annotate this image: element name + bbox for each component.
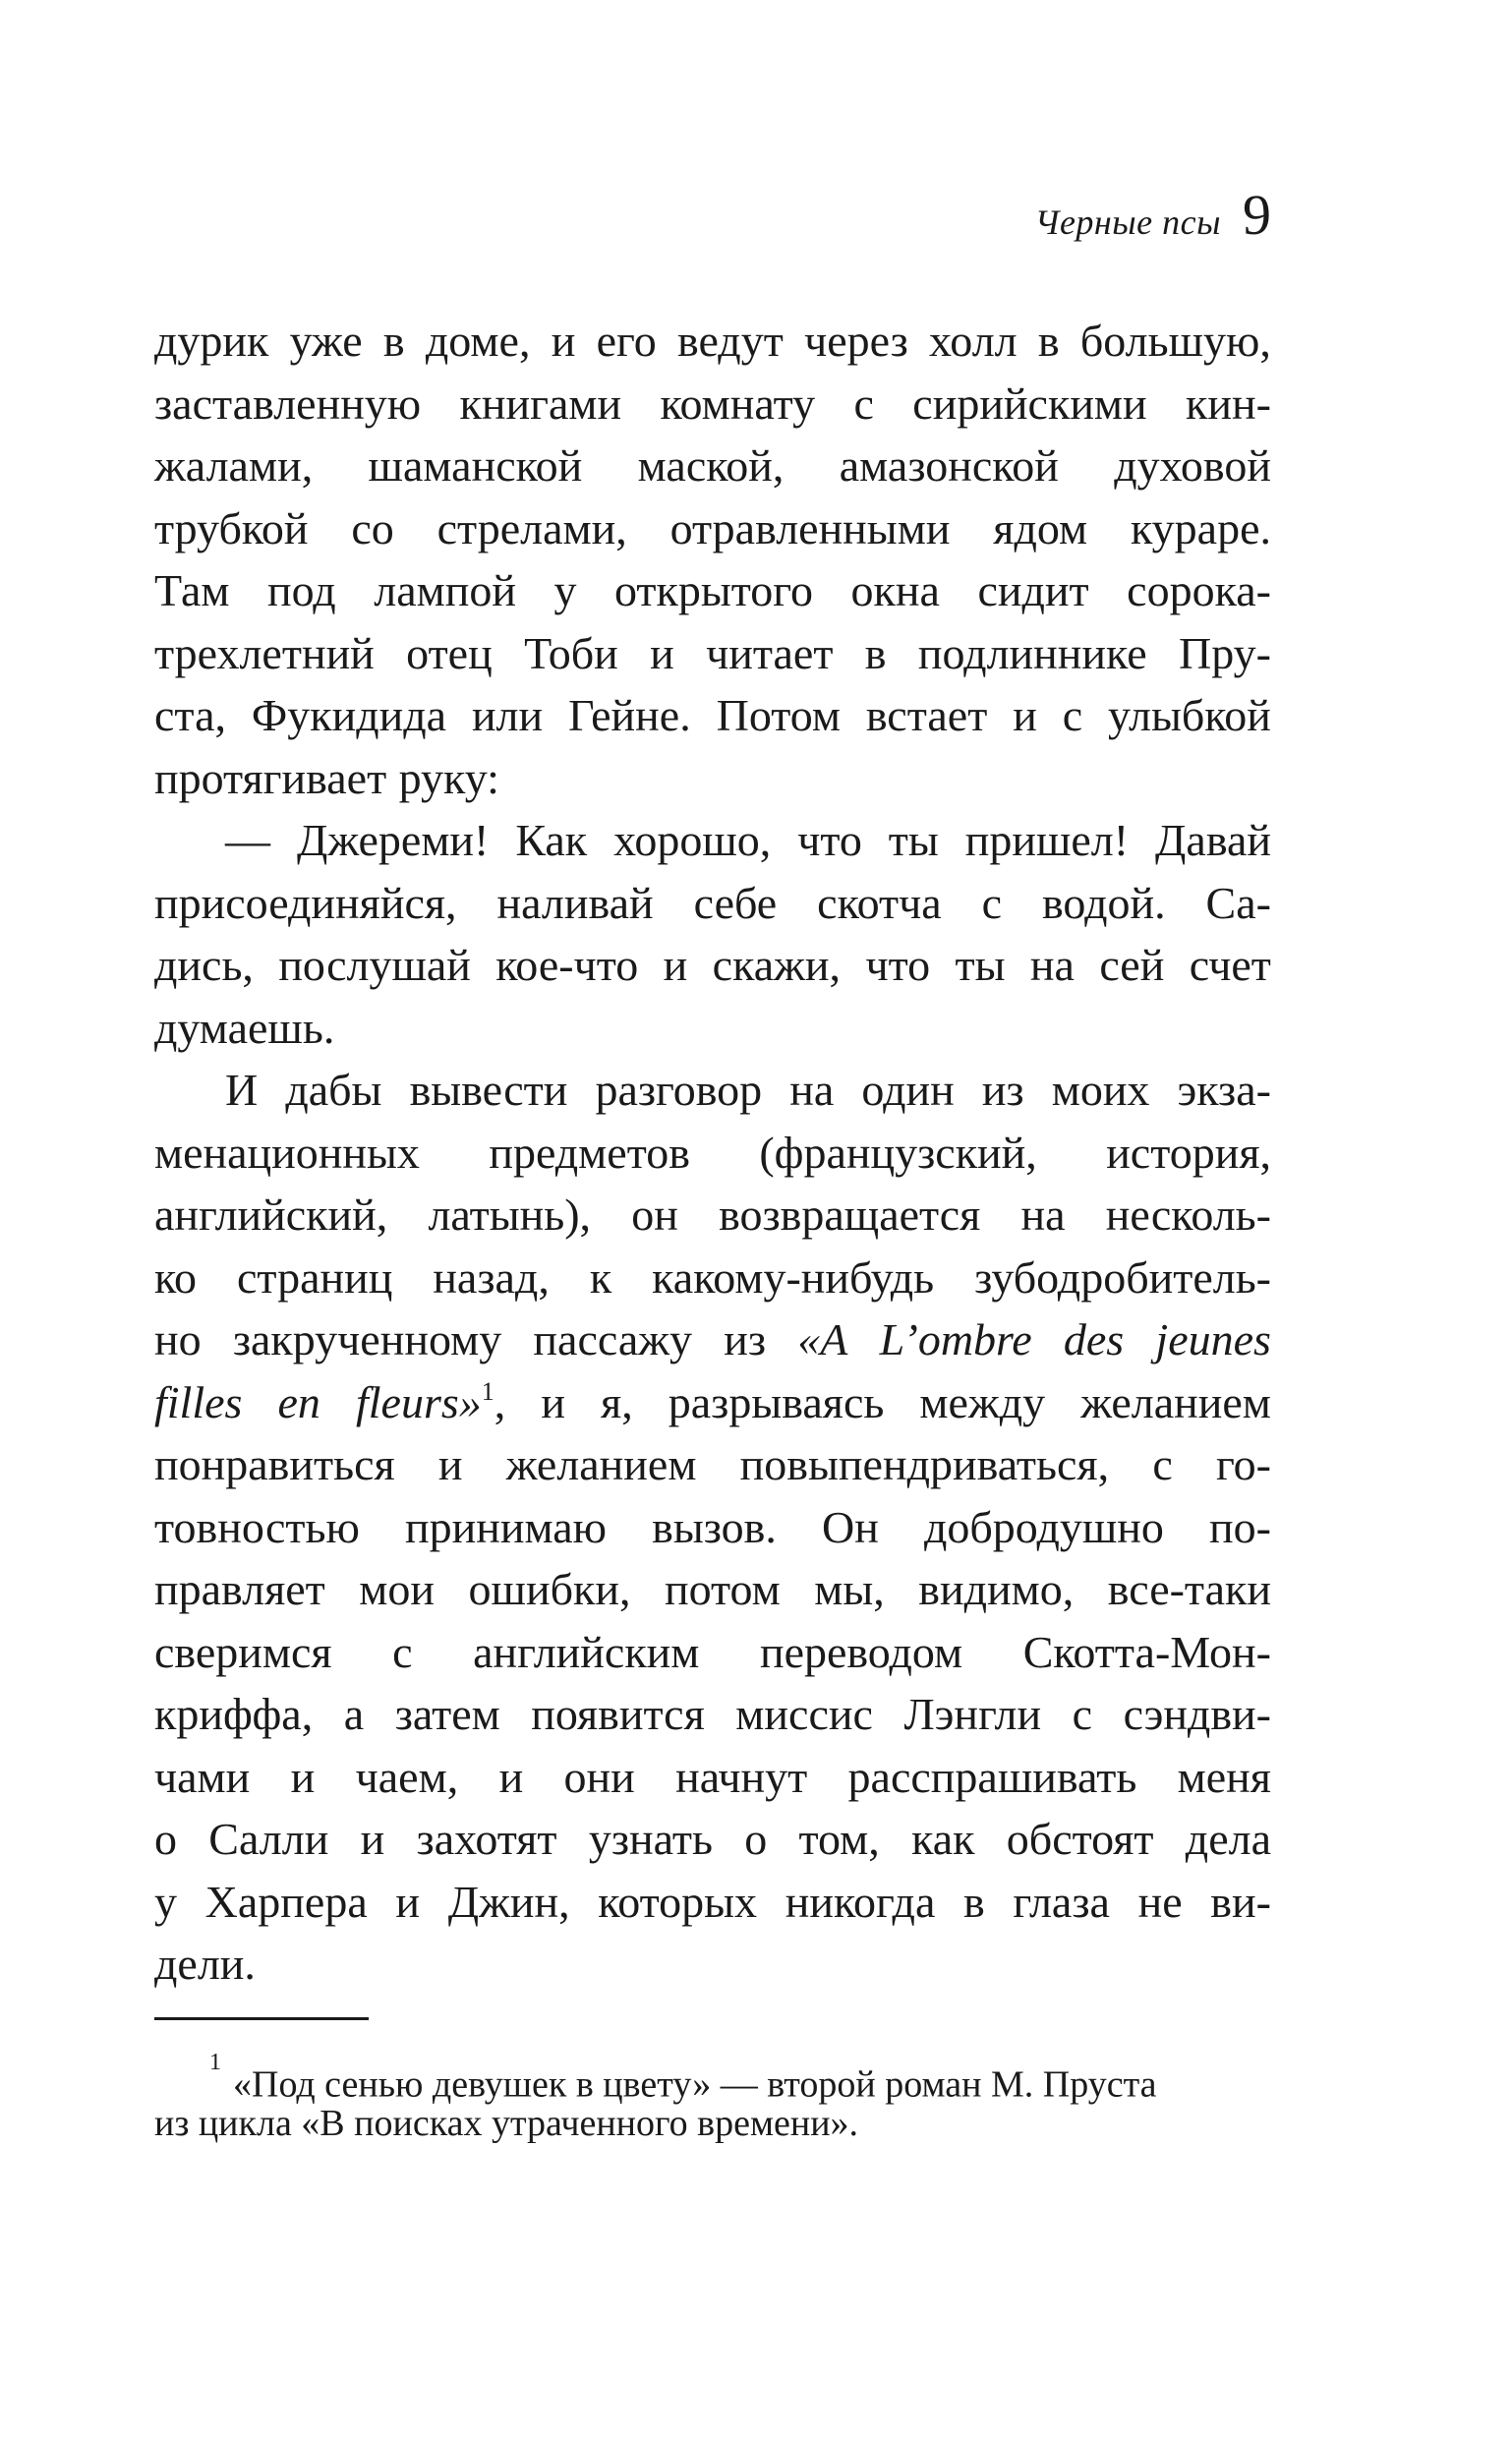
word: разрываясь — [668, 1376, 885, 1427]
word: в — [963, 1876, 985, 1927]
word: Джин, — [447, 1876, 570, 1927]
word: захотят — [416, 1814, 557, 1864]
word: том, — [798, 1814, 880, 1864]
word: а — [343, 1689, 365, 1739]
word: Тоби — [524, 627, 618, 678]
text-line — [154, 1746, 1271, 1809]
word: у — [553, 565, 577, 615]
word: не — [1137, 1876, 1183, 1927]
word: шаманской — [368, 440, 583, 491]
word: меня — [1177, 1751, 1271, 1802]
word: по- — [1209, 1501, 1271, 1552]
word: ста, — [154, 690, 226, 740]
footnote-line — [154, 2050, 1271, 2106]
word: доме, — [425, 316, 531, 366]
word: он — [631, 1189, 678, 1240]
footnote — [154, 2050, 1271, 2147]
word: повыпендриваться, — [739, 1439, 1110, 1489]
word: хорошо, — [613, 815, 772, 865]
word: с — [981, 877, 1003, 928]
text-line — [154, 1621, 1271, 1684]
word: улыбкой — [1108, 690, 1271, 740]
word: отец — [406, 627, 493, 678]
word: предметов — [489, 1127, 690, 1178]
word: желанием — [505, 1439, 697, 1489]
word: Фукидида — [251, 690, 447, 740]
word: между — [919, 1376, 1046, 1427]
word: его — [596, 316, 657, 366]
word: счет — [1189, 940, 1271, 990]
word: чами — [154, 1751, 251, 1802]
word: и — [395, 1876, 421, 1927]
word: лампой — [374, 565, 516, 615]
word: узнать — [588, 1814, 713, 1864]
word: уже — [289, 316, 363, 366]
word: менационных — [154, 1127, 420, 1178]
word: глаза — [1013, 1876, 1110, 1927]
word: разговор — [595, 1065, 763, 1115]
text-line — [154, 809, 1271, 872]
word: Скотта-Мон- — [1022, 1626, 1271, 1677]
word: fleurs»$^1$, — [356, 1376, 506, 1427]
text-line — [154, 1496, 1271, 1559]
text-line — [154, 747, 1271, 810]
text-line — [154, 997, 1271, 1060]
text-line — [154, 1808, 1271, 1871]
word: в — [382, 316, 405, 366]
text-line — [154, 1247, 1271, 1309]
word: ведут — [677, 316, 784, 366]
word: затем — [394, 1689, 500, 1739]
word: потом — [664, 1564, 781, 1614]
word: с — [1152, 1439, 1173, 1489]
word: трехлетний — [154, 627, 375, 678]
word: на — [1029, 940, 1075, 990]
text-line — [154, 1558, 1271, 1621]
word: открытого — [614, 565, 813, 615]
word: Гейне. — [568, 690, 691, 740]
word: и — [290, 1751, 316, 1802]
word: зубодробитель- — [974, 1251, 1271, 1303]
word: английский, — [154, 1189, 388, 1240]
word: ты — [955, 940, 1006, 990]
word: амазонской — [839, 440, 1059, 491]
word: понравиться — [154, 1439, 395, 1489]
word: мы, — [814, 1564, 885, 1614]
word: сирийскими — [912, 377, 1147, 429]
word: трубкой — [154, 502, 309, 553]
main-text — [154, 310, 1271, 1996]
word: расспрашивать — [847, 1751, 1137, 1802]
word: с — [1062, 690, 1083, 740]
word: никогда — [785, 1876, 936, 1927]
word: и — [551, 316, 576, 366]
word: они — [563, 1751, 635, 1802]
word: присоединяйся, — [154, 877, 457, 928]
word: в — [1037, 316, 1060, 366]
word: des — [1063, 1314, 1125, 1364]
word: чаем, — [355, 1751, 459, 1802]
word: с — [392, 1626, 413, 1677]
word: подлиннике — [917, 627, 1147, 678]
running-title: Черные псы — [1034, 203, 1221, 242]
word: возвращается — [719, 1189, 981, 1240]
word: И — [225, 1065, 259, 1115]
word: кураре. — [1130, 502, 1271, 553]
word: обстоят — [1006, 1814, 1154, 1864]
word: видимо, — [918, 1564, 1075, 1614]
word: холл — [929, 316, 1018, 366]
word: Лэнгли — [903, 1689, 1042, 1739]
word: маской, — [637, 440, 785, 491]
word: желанием — [1080, 1376, 1271, 1427]
word: что — [865, 940, 931, 990]
word: стрелами, — [436, 502, 627, 553]
word: дела — [1185, 1814, 1271, 1864]
word: наливай — [496, 877, 654, 928]
word: Как — [515, 815, 588, 865]
word: сорока- — [1127, 565, 1271, 615]
word: и — [1013, 690, 1037, 740]
word: «A — [797, 1314, 848, 1364]
footnote-reference[interactable]: 1 — [481, 1376, 494, 1406]
text-line — [154, 1871, 1271, 1934]
word: послушай — [278, 940, 471, 990]
word: о — [154, 1814, 177, 1864]
text-line — [154, 1184, 1271, 1247]
word: сэндви- — [1123, 1689, 1271, 1739]
word: закрученному — [232, 1314, 502, 1364]
word: встает — [865, 690, 988, 740]
text-line — [154, 622, 1271, 685]
word: кин- — [1186, 377, 1271, 429]
word: я, — [601, 1376, 633, 1427]
word: в — [864, 627, 887, 678]
running-header — [1034, 183, 1271, 247]
word: но — [154, 1314, 202, 1364]
word: большую, — [1079, 316, 1271, 366]
word: у — [154, 1876, 177, 1927]
word: английским — [473, 1626, 700, 1677]
word: назад, — [433, 1251, 550, 1303]
word: к — [589, 1251, 612, 1303]
word: — — [225, 815, 270, 865]
word: думаешь. — [154, 1002, 335, 1053]
footnote-rule — [154, 2017, 369, 2020]
word: и — [663, 940, 688, 990]
word: духовой — [1114, 440, 1271, 491]
word: и — [360, 1814, 385, 1864]
word: страниц — [236, 1251, 393, 1303]
word: через — [804, 316, 908, 366]
word: все-таки — [1107, 1564, 1271, 1614]
word: протягивает — [154, 752, 387, 803]
word: книгами — [459, 377, 622, 429]
word: en — [277, 1376, 320, 1427]
word: Джереми! — [296, 815, 490, 865]
word: экза- — [1177, 1065, 1271, 1115]
text-line — [154, 1433, 1271, 1496]
word: сей — [1099, 940, 1165, 990]
word: ты — [888, 815, 939, 865]
word: jeunes — [1155, 1314, 1271, 1364]
word: которых — [598, 1876, 758, 1927]
word: дабы — [285, 1065, 382, 1115]
word: ошибки, — [468, 1564, 631, 1614]
word: криффа, — [154, 1689, 314, 1739]
word: и — [437, 1439, 463, 1489]
word: Харпера — [204, 1876, 368, 1927]
text-line — [154, 1371, 1271, 1434]
word: переводом — [759, 1626, 963, 1677]
word: латынь), — [428, 1189, 592, 1240]
word: Давай — [1155, 815, 1271, 865]
word: Са- — [1205, 877, 1271, 928]
word: Он — [822, 1501, 879, 1552]
word: появится — [531, 1689, 705, 1739]
word: кое-что — [495, 940, 639, 990]
word: скотча — [817, 877, 942, 928]
word: жалами, — [154, 440, 314, 491]
footnote-marker: 1 — [209, 2050, 221, 2075]
word: добродушно — [923, 1501, 1164, 1552]
word: начнут — [675, 1751, 808, 1802]
word: (французский, — [759, 1127, 1037, 1178]
text-line — [154, 1308, 1271, 1371]
word: о — [744, 1814, 768, 1864]
word: сидит — [977, 565, 1089, 615]
text-line — [154, 497, 1271, 560]
word: с — [853, 377, 874, 429]
word: миссис — [735, 1689, 873, 1739]
word: скажи, — [712, 940, 842, 990]
footnote-text: «Под сенью девушек в цвету» — второй роман М. Пруста — [233, 2063, 1157, 2106]
word: принимаю — [404, 1501, 608, 1552]
word: правляет — [154, 1564, 325, 1614]
word: окна — [850, 565, 940, 615]
word: Пру- — [1179, 627, 1271, 678]
page-number: 9 — [1243, 183, 1271, 247]
footnote-line: из цикла «В поисках утраченного времени». — [154, 2103, 859, 2144]
word: Там — [154, 565, 230, 615]
word: го- — [1215, 1439, 1271, 1489]
text-line — [154, 684, 1271, 747]
word: сверимся — [154, 1626, 332, 1677]
text-line — [154, 559, 1271, 622]
footnote-text-line-1 — [209, 2050, 1157, 2106]
text-line — [154, 435, 1271, 497]
word: комнату — [660, 377, 816, 429]
text-line — [154, 1933, 1271, 1996]
word: водой. — [1041, 877, 1166, 928]
text-line — [154, 1683, 1271, 1746]
word: из — [724, 1314, 767, 1364]
word: вывести — [409, 1065, 568, 1115]
word: мои — [359, 1564, 436, 1614]
word: filles — [154, 1376, 243, 1427]
word: дурик — [154, 316, 269, 366]
word: ви- — [1210, 1876, 1271, 1927]
word: Потом — [716, 690, 841, 740]
word: дись, — [154, 940, 254, 990]
word: что — [797, 815, 862, 865]
word: L’ombre — [879, 1314, 1032, 1364]
word: какому-нибудь — [652, 1251, 935, 1303]
word: со — [351, 502, 394, 553]
word: ко — [154, 1251, 198, 1303]
word: пришел! — [964, 815, 1130, 865]
word: на — [1020, 1189, 1066, 1240]
text-line — [154, 373, 1271, 435]
word: дели. — [154, 1939, 256, 1989]
text-line — [154, 934, 1271, 997]
text-line — [154, 1059, 1271, 1122]
word: читает — [706, 627, 834, 678]
word: руку: — [398, 752, 499, 803]
word: моих — [1051, 1065, 1150, 1115]
text-line — [154, 310, 1271, 373]
word: как — [911, 1814, 975, 1864]
text-line — [154, 1122, 1271, 1185]
word: заставленную — [154, 377, 422, 429]
word: и — [541, 1376, 565, 1427]
word: несколь- — [1105, 1189, 1271, 1240]
word: под — [267, 565, 336, 615]
word: и — [650, 627, 674, 678]
word: Салли — [208, 1814, 329, 1864]
word: вызов. — [652, 1501, 777, 1552]
word: из — [981, 1065, 1024, 1115]
word: с — [1072, 1689, 1093, 1739]
word: пассажу — [533, 1314, 693, 1364]
word: на — [789, 1065, 835, 1115]
word: и — [498, 1751, 524, 1802]
word: себе — [693, 877, 778, 928]
word: или — [471, 690, 544, 740]
word: ядом — [993, 502, 1088, 553]
word: один — [861, 1065, 955, 1115]
text-line — [154, 872, 1271, 935]
word: товностью — [154, 1501, 360, 1552]
word: история, — [1106, 1127, 1271, 1178]
word: отравленными — [669, 502, 951, 553]
